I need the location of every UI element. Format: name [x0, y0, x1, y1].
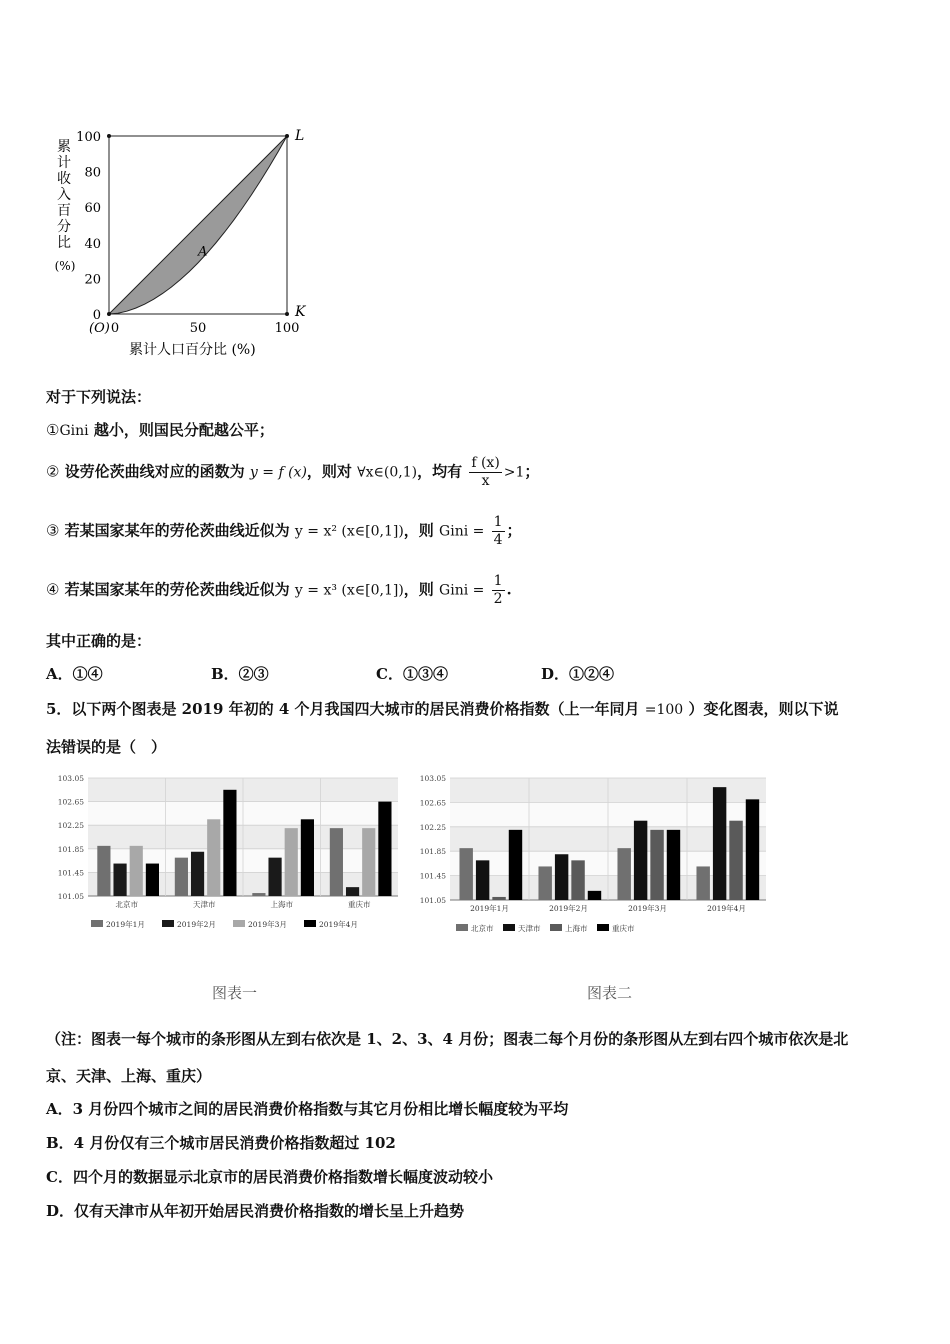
q5-stem-math: =100	[644, 702, 684, 718]
q5-note-line-1: （注：图表一每个城市的条形图从左到右依次是 1、2、3、4 月份；图表二每个月份的条形图从左到右四个城市依次是北	[46, 1030, 849, 1048]
q4-options	[46, 663, 706, 684]
x-tick-label: 2019年4月	[707, 904, 746, 913]
legend-swatch	[550, 924, 562, 931]
q5-option-b[interactable]: B．4 月份仅有三个城市居民消费价格指数超过 102	[46, 1134, 396, 1152]
statement-text: 设劳伦茨曲线对应的函数为	[59, 462, 245, 481]
bar	[146, 864, 159, 896]
q5-option-c[interactable]: C．四个月的数据显示北京市的居民消费价格指数增长幅度波动较小	[46, 1168, 493, 1186]
math-expr: ∀x∈(0,1)	[357, 464, 418, 481]
lorenz-vertex-dot	[285, 134, 289, 138]
legend-swatch	[233, 920, 245, 927]
fraction-numerator: f (x)	[471, 455, 500, 471]
q4-option-c[interactable]: C．①③④	[376, 665, 448, 683]
x-tick-label: 上海市	[270, 900, 293, 909]
statement-text: 若某国家某年的劳伦茨曲线近似为	[59, 580, 290, 599]
y-tick-label: 101.45	[57, 868, 84, 878]
bar	[268, 858, 281, 896]
math-expr: y = f (x)	[249, 464, 307, 481]
lorenz-vertex-dot	[107, 312, 111, 316]
lorenz-y-label-unit: (%)	[54, 259, 76, 273]
chart-2	[414, 772, 770, 956]
y-tick-label: 102.65	[57, 797, 84, 807]
lorenz-x-tick-label: 0	[110, 321, 120, 336]
legend-swatch	[456, 924, 468, 931]
legend-label: 北京市	[471, 924, 494, 933]
legend-swatch	[91, 920, 103, 927]
lorenz-x-axis-label: 累计人口百分比 (%)	[129, 342, 256, 358]
x-tick-label: 2019年3月	[628, 904, 667, 913]
chart-1	[52, 772, 402, 952]
bar	[459, 848, 472, 900]
lorenz-point-k: K	[295, 304, 306, 320]
bar	[696, 866, 709, 900]
bar	[509, 830, 522, 900]
legend-label: 2019年1月	[106, 920, 145, 929]
statement-number: ④	[46, 580, 60, 599]
legend-label: 天津市	[518, 924, 541, 933]
lorenz-point-l: L	[295, 128, 305, 144]
lorenz-y-tick-label: 80	[84, 165, 101, 181]
math-expr: y = x² (x∈[0,1])	[294, 523, 404, 540]
legend-label: 2019年3月	[248, 920, 287, 929]
bar	[346, 887, 359, 896]
q4-prompt: 其中正确的是：	[46, 632, 152, 650]
statement-end: ；	[506, 521, 522, 540]
statement-text: ，均有	[417, 462, 463, 481]
bar	[207, 819, 220, 896]
bar	[634, 821, 647, 900]
bar	[223, 790, 236, 896]
lorenz-shaded-area	[109, 136, 287, 314]
y-tick-label: 101.85	[57, 844, 84, 854]
bar	[588, 891, 601, 900]
lorenz-y-tick-label: 60	[84, 201, 101, 217]
lorenz-y-label-char: 分	[57, 219, 71, 235]
legend-swatch	[597, 924, 609, 931]
statement-text: 越小，则国民分配越公平；	[88, 421, 274, 439]
lorenz-x-tick-label: 100	[274, 321, 300, 336]
q5-option-a[interactable]: A．3 月份四个城市之间的居民消费价格指数与其它月份相比增长幅度较为平均	[46, 1100, 569, 1118]
bar	[301, 819, 314, 896]
fraction-denominator: 4	[493, 532, 503, 548]
bar	[571, 860, 584, 900]
lorenz-y-tick-label: 40	[84, 236, 101, 252]
fraction	[492, 573, 505, 608]
q5-stem-text: 5．以下两个图表是 2019 年初的 4 个月我国四大城市的居民消费价格指数（上一年同月	[46, 700, 640, 718]
legend-label: 2019年4月	[319, 920, 358, 929]
fraction	[492, 514, 505, 549]
y-tick-label: 101.05	[57, 892, 84, 901]
chart-1-caption: 图表一	[212, 984, 258, 1002]
legend-label: 2019年2月	[177, 920, 216, 929]
bar	[191, 852, 204, 896]
fraction-numerator: 1	[493, 573, 503, 589]
x-tick-label: 天津市	[193, 900, 216, 909]
bar	[555, 854, 568, 900]
bar	[617, 848, 630, 900]
lorenz-curve-figure	[40, 118, 340, 368]
bar	[538, 866, 551, 900]
bar	[650, 830, 663, 900]
lorenz-y-ticks	[76, 130, 101, 323]
lorenz-origin-label: (O)	[89, 321, 110, 336]
fraction-denominator: 2	[493, 591, 503, 607]
statement-number: ③	[46, 521, 60, 540]
y-tick-label: 103.05	[57, 774, 84, 783]
lorenz-x-ticks	[111, 321, 300, 336]
lorenz-y-axis-label	[55, 139, 76, 273]
gini-term: Gini =	[439, 582, 485, 599]
q4-statement-2	[46, 455, 539, 490]
bar	[362, 828, 375, 896]
q4-statement-4	[46, 573, 512, 608]
legend-swatch	[304, 920, 316, 927]
statement-text: ，则	[403, 580, 434, 599]
legend-swatch	[162, 920, 174, 927]
q5-stem-line-2: 法错误的是（ ）	[46, 738, 167, 756]
q5-stem-line-1	[46, 698, 838, 719]
x-tick-label: 北京市	[115, 900, 138, 909]
bar	[667, 830, 680, 900]
q5-option-d[interactable]: D．仅有天津市从年初开始居民消费价格指数的增长呈上升趋势	[46, 1202, 465, 1220]
bar	[476, 860, 489, 900]
lorenz-y-label-char: 百	[57, 203, 71, 219]
lorenz-vertex-dot	[107, 134, 111, 138]
fraction-numerator: 1	[493, 514, 503, 530]
q4-option-d[interactable]: D．①②④	[541, 665, 615, 683]
lorenz-y-tick-label: 0	[92, 308, 101, 323]
q4-option-a[interactable]: A．①④	[46, 665, 103, 683]
y-tick-label: 101.45	[419, 871, 446, 881]
fraction	[469, 455, 501, 490]
lorenz-vertex-dot	[285, 312, 289, 316]
lorenz-x-tick-label: 50	[189, 321, 207, 336]
statement-text: ，则对	[306, 462, 352, 481]
y-tick-label: 102.25	[57, 821, 84, 831]
q4-intro: 对于下列说法：	[46, 388, 152, 406]
lorenz-y-label-char: 入	[57, 187, 71, 203]
legend-label: 上海市	[565, 924, 588, 933]
bar	[746, 799, 759, 900]
y-tick-label: 102.65	[419, 798, 446, 808]
lorenz-y-tick-label: 20	[84, 272, 101, 288]
q4-statement-1	[46, 419, 274, 440]
bar	[713, 787, 726, 900]
fraction-denominator: x	[481, 473, 490, 489]
y-tick-label: 101.05	[419, 896, 446, 905]
q5-note-line-2: 京、天津、上海、重庆）	[46, 1067, 212, 1085]
x-tick-label: 重庆市	[348, 900, 371, 909]
statement-number: ②	[46, 462, 60, 481]
chart-2-caption: 图表二	[587, 984, 633, 1002]
lorenz-y-label-char: 收	[57, 171, 71, 187]
bar	[285, 828, 298, 896]
y-tick-label: 103.05	[419, 774, 446, 783]
x-tick-label: 2019年1月	[470, 904, 509, 913]
statement-end: .	[506, 580, 512, 599]
statement-text: 若某国家某年的劳伦茨曲线近似为	[59, 521, 290, 540]
bar	[729, 821, 742, 900]
bar	[378, 802, 391, 896]
lorenz-y-label-char: 累	[57, 139, 71, 155]
lorenz-y-label-char: 比	[57, 235, 71, 251]
bar	[113, 864, 126, 896]
bar	[492, 897, 505, 900]
x-tick-label: 2019年2月	[549, 904, 588, 913]
y-tick-label: 101.85	[419, 847, 446, 857]
gini-term: Gini	[59, 423, 89, 439]
bar	[130, 846, 143, 896]
lorenz-y-tick-label: 100	[76, 130, 101, 145]
bar	[97, 846, 110, 896]
lorenz-area-label: A	[198, 244, 208, 260]
q4-option-b[interactable]: B．②③	[211, 665, 269, 683]
y-tick-label: 102.25	[419, 822, 446, 832]
q4-statement-3	[46, 514, 522, 549]
legend-swatch	[503, 924, 515, 931]
bar	[330, 828, 343, 896]
math-expr: y = x³ (x∈[0,1])	[294, 582, 404, 599]
lorenz-y-label-char: 计	[57, 155, 71, 171]
bar	[175, 858, 188, 896]
q5-stem-text: ）变化图表，则以下说	[688, 700, 839, 718]
statement-number: ①	[46, 421, 60, 439]
statement-text: ，则	[403, 521, 434, 540]
gini-term: Gini =	[439, 523, 485, 540]
legend-label: 重庆市	[612, 924, 635, 933]
statement-end: ；	[524, 462, 540, 481]
math-expr: >1	[503, 464, 525, 481]
bar	[252, 893, 265, 896]
